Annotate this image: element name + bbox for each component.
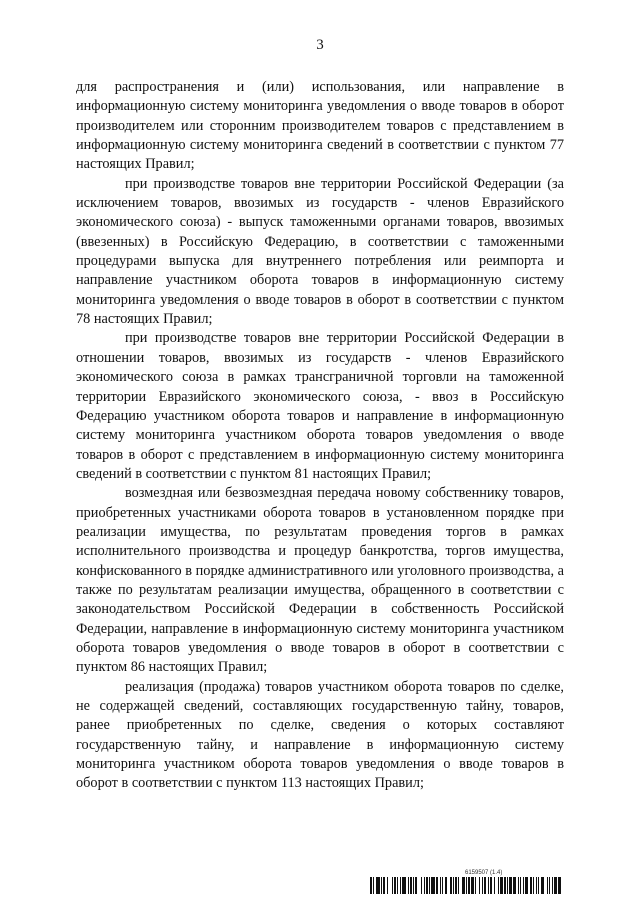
barcode-bar xyxy=(558,877,561,894)
paragraph-5: реализация (продажа) товаров участником оборота товаров по сделке, не содержащей сведений, составляющих государственную тайну, товаров, ранее приобретенных по сделке, сведения о которых составляют государственную тайну, и направление в информационную систему мониторинга участником оборота товаров уведомления о вводе товаров в оборот в соответствии с пунктом 113 настоящих Правил; xyxy=(76,678,564,792)
paragraph-4: возмездная или безвозмездная передача новому собственнику товаров, приобретенных участниками оборота товаров в установленном порядке при реализации имущества, по результатам проведения торгов в рамках исполнительного производства и процедур банкротства, торгов имущества, конфискованного в порядке административного или уголовного производства, а также по результатам реализации имущества, обращенного в соответствии с законодательством Российской Федерации в собственность Российской Федерации, направление в информационную систему мониторинга участником оборота товаров уведомления о вводе товаров в оборот в соответствии с пунктом 86 настоящих Правил; xyxy=(76,485,564,676)
paragraph-3: при производстве товаров вне территории Российской Федерации в отношении товаров, ввозимых из государств - членов Евразийского экономического союза в рамках трансграничной торговли на таможенной территории Евразийского экономического союза, - ввоз в Российскую Федерацию участником оборота товаров и направление в информационную систему мониторинга участником оборота товаров уведомления о вводе товаров в оборот с представлением в информационную систему мониторинга сведений в соответствии с пунктом 81 настоящих Правил; xyxy=(76,330,564,482)
page-number: 3 xyxy=(316,37,324,53)
barcode xyxy=(370,877,561,894)
document-code: 6159507 (1.4) xyxy=(465,870,503,876)
document-body xyxy=(76,78,564,794)
paragraph-1: для распространения и (или) использования, или направление в информационную систему мониторинга уведомления о вводе товаров в оборот производителем или сторонним производителем товаров с представлением в информационную систему мониторинга сведений в соответствии с пунктом 77 настоящих Правил; xyxy=(76,79,564,173)
paragraph-2: при производстве товаров вне территории Российской Федерации (за исключением товаров, ввозимых из государств - членов Евразийского экономического союза) - выпуск таможенными органами товаров, ввозимых (ввезенных) в Российскую Федерацию, в соответствии с таможенными процедурами выпуска для внутреннего потребления или реимпорта и направление участником оборота товаров в информационную систему мониторинга уведомления о вводе товаров в оборот в соответствии с пунктом 78 настоящих Правил; xyxy=(76,175,564,328)
